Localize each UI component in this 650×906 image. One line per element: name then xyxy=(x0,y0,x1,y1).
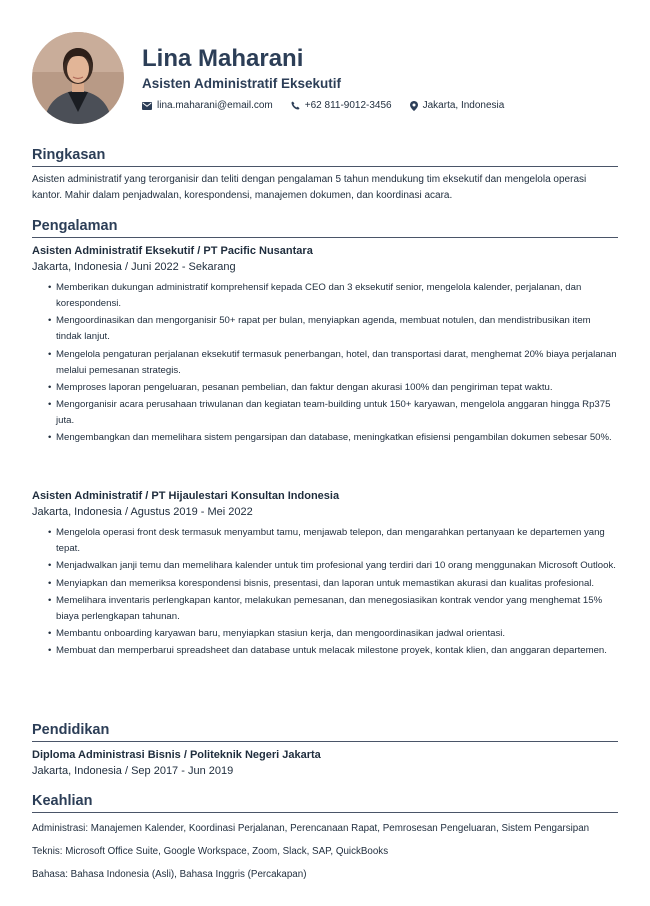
education-degree: Diploma Administrasi Bisnis xyxy=(32,749,181,761)
email-text: lina.maharani@email.com xyxy=(157,100,273,111)
candidate-name: Lina Maharani xyxy=(142,45,304,72)
contact-row xyxy=(142,100,522,111)
job-bullet: • Membantu onboarding karyawan baru, menyiapkan stasiun kerja, dan mengoordinasikan jadwal orientasi. xyxy=(48,626,618,642)
separator: / xyxy=(124,261,129,273)
education-heading xyxy=(32,748,618,763)
header-text xyxy=(142,45,522,111)
summary-title: Ringkasan xyxy=(32,147,618,167)
job-bullet: • Menjadwalkan janji temu dan memelihara kalender untuk tim profesional yang terdiri dari 10 orang menggunakan Microsoft Outlook. xyxy=(48,558,618,574)
skill-line-languages: Bahasa: Bahasa Indonesia (Asli), Bahasa Inggris (Percakapan) xyxy=(32,869,307,880)
skills-section xyxy=(32,793,618,882)
summary-text: Asisten administratif yang terorganisir dan teliti dengan pengalaman 5 tahun mendukung tim eksekutif dan mengelola operasi kantor. Mahir dalam penjadwalan, korespondensi, manajemen dokumen, dan koordinasi acara. xyxy=(32,174,587,201)
separator: / xyxy=(145,490,149,502)
candidate-role: Asisten Administratif Eksekutif xyxy=(142,76,342,91)
experience-section xyxy=(32,218,618,448)
job-meta xyxy=(32,505,618,520)
job-heading xyxy=(32,489,618,504)
job-location: Jakarta, Indonesia xyxy=(32,506,122,518)
job-bullet: • Mengelola pengaturan perjalanan eksekutif termasuk penerbangan, hotel, dan transportasi darat, menghemat 20% biaya perjalanan melalui pemesanan strategis. xyxy=(48,347,618,379)
skills-title: Keahlian xyxy=(32,793,618,813)
job-bullet: • Memelihara inventaris perlengkapan kantor, melakukan pemesanan, dan menegosiasikan kontrak vendor yang menghemat 15% biaya perlengkapan tahunan. xyxy=(48,593,618,625)
education-title: Pendidikan xyxy=(32,722,618,742)
job-entry xyxy=(32,483,618,661)
skill-line-administration: Administrasi: Manajemen Kalender, Koordinasi Perjalanan, Perencanaan Rapat, Pemrosesan Pengeluaran, Sistem Pengarsipan xyxy=(32,823,590,834)
job-bullet: • Memproses laporan pengeluaran, pesanan pembelian, dan faktur dengan akurasi 100% dan pengiriman tepat waktu. xyxy=(48,380,618,396)
job-bullet: • Menyiapkan dan memeriksa korespondensi bisnis, presentasi, dan laporan untuk memastikan akurasi dan kualitas profesional. xyxy=(48,576,618,592)
experience-title: Pengalaman xyxy=(32,218,618,238)
job-period: Agustus 2019 - Mei 2022 xyxy=(130,506,253,518)
phone-text: +62 811-9012-3456 xyxy=(304,100,392,111)
job-bullet: • Mengembangkan dan memelihara sistem pengarsipan dan database, meningkatkan efisiensi pengambilan dokumen sebesar 50%. xyxy=(48,430,618,446)
contact-phone[interactable] xyxy=(291,100,392,111)
job-bullet: • Mengorganisir acara perusahaan triwulanan dan kegiatan team-building untuk 150+ karyawan, mengelola anggaran hingga Rp375 juta. xyxy=(48,397,618,429)
separator: / xyxy=(197,245,201,257)
job-meta xyxy=(32,260,618,275)
education-school: Politeknik Negeri Jakarta xyxy=(189,749,321,761)
summary-section xyxy=(32,147,618,204)
job-bullet: • Memberikan dukungan administratif komprehensif kepada CEO dan 3 eksekutif senior, mengelola kalender, perjalanan, dan korespondensi. xyxy=(48,280,618,312)
job-company: PT Hijaulestari Konsultan Indonesia xyxy=(151,490,340,502)
contact-email[interactable] xyxy=(142,100,273,111)
job-period: Juni 2022 - Sekarang xyxy=(131,261,236,273)
contact-location xyxy=(410,100,505,111)
job-heading xyxy=(32,244,618,259)
education-location: Jakarta, Indonesia xyxy=(32,765,122,777)
resume-header xyxy=(32,32,618,124)
job-position: Asisten Administratif xyxy=(32,490,143,502)
job-bullet: • Membuat dan memperbarui spreadsheet dan database untuk melacak milestone proyek, kontak klien, dan anggaran departemen. xyxy=(48,643,618,659)
separator: / xyxy=(183,749,187,761)
separator: / xyxy=(124,765,129,777)
phone-icon xyxy=(291,101,300,110)
resume-page xyxy=(32,32,618,880)
avatar xyxy=(32,32,124,124)
education-section xyxy=(32,722,618,779)
map-pin-icon xyxy=(410,101,418,111)
job-bullet: • Mengoordinasikan dan mengorganisir 50+ rapat per bulan, menyiapkan agenda, membuat notulen, dan mendistribusikan item tindak lanjut. xyxy=(48,313,618,345)
job-bullet: • Mengelola operasi front desk termasuk menyambut tamu, menjawab telepon, dan mengarahkan pertanyaan ke departemen yang tepat. xyxy=(48,525,618,557)
education-meta xyxy=(32,764,618,779)
job-position: Asisten Administratif Eksekutif xyxy=(32,245,195,257)
separator: / xyxy=(124,506,129,518)
location-text: Jakarta, Indonesia xyxy=(422,100,505,111)
education-period: Sep 2017 - Jun 2019 xyxy=(131,765,234,777)
envelope-icon xyxy=(142,102,152,110)
job-company: PT Pacific Nusantara xyxy=(203,245,313,257)
job-bullets xyxy=(32,280,618,446)
skill-line-technical: Teknis: Microsoft Office Suite, Google Workspace, Zoom, Slack, SAP, QuickBooks xyxy=(32,846,389,857)
job-entry xyxy=(32,244,618,446)
job-bullets xyxy=(32,525,618,659)
job-location: Jakarta, Indonesia xyxy=(32,261,122,273)
